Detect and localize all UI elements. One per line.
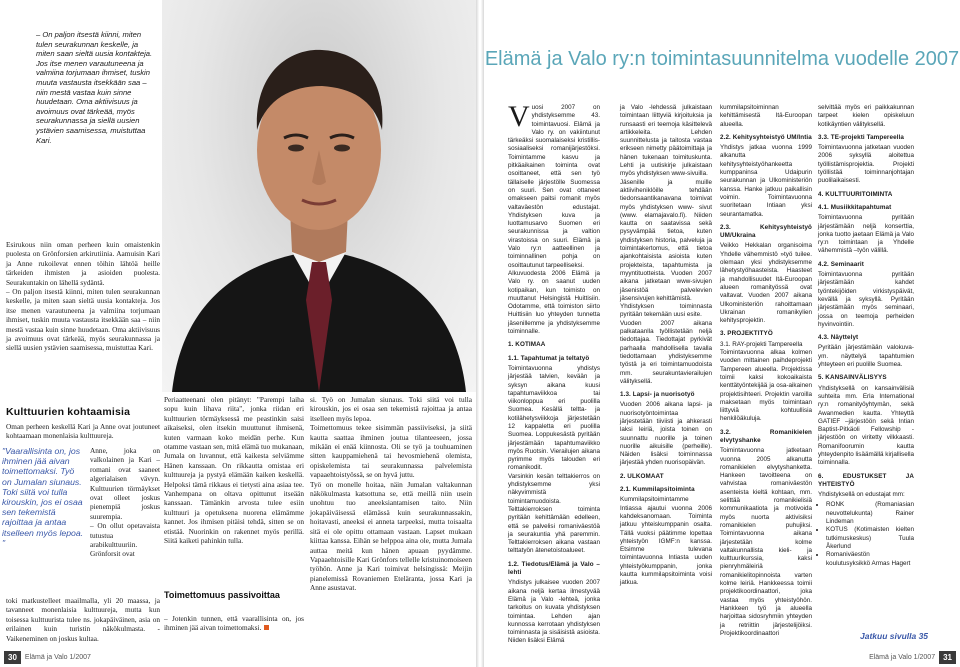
list-item: • KOTUS (Kotimaisten kielten tutkimuskeskus) Tuula Åkerlund <box>826 526 914 551</box>
plan-heading: 4.2. Seminaarit <box>818 260 864 268</box>
plan-heading: 2.3. Kehitysyhteistyö UM/Ukraina <box>720 223 812 240</box>
plan-paragraph: Toimintavuonna pyritään järjestämään kahdet työntekijöiden virkistyspäivät, kevällä ja syksyllä. Pyritään järjestämään myös seminaari, jossa on teemoja perheiden hyvinvointiin. <box>818 271 914 328</box>
article-body-2: Oman perheen keskellä Kari ja Anne ovat joutuneet kohtaamaan monenlaisia kulttuureja. <box>6 422 160 441</box>
plan-list <box>818 501 914 567</box>
plan-heading: 4.1. Musiikkitapahtumat <box>818 203 892 211</box>
plan-heading: 5. KANSAINVÄLISYYS <box>818 374 887 382</box>
plan-paragraph: Yhdistys jatkaa vuonna 1999 alkanutta kehitysyhteistyöhankeetta kumppaninsa Udaipurin seurakunnan ja Ulkoministeriön kanssa. Hanke jatkuu paikallisin voimin. Toimintavuonna suoritetaan Intiaan yksi seurantamatka. <box>720 144 812 218</box>
plan-heading: 2.2. Kehitysyhteistyö UM/Intia <box>720 133 812 141</box>
plan-paragraph: Yhdistys julkaisee vuoden 2007 aikana neljä kertaa ilmestyvää Elämä ja Valo -lehteä, jonka tarkoitus on kuvata yhdistyksen toimintaa. Lehden ajan kunnossa kerrotaan yhdistyksen toiminnasta ja sisäisistä asioista. Niiden lisäksi Elämä <box>508 579 600 645</box>
footer-publication: Elämä ja Valo 1/2007 <box>869 654 936 661</box>
page-gutter <box>476 0 484 667</box>
left-footer <box>0 648 476 667</box>
paragraph: – On paljon itsestä kiinni, miten tulen seurakunnan keskelle, ja miten saan sieltä uusia kontakteja. Jos itse menen varautuneena ja valmiina torjumaan ihmiset, tuskin muuta vastausta itsekkään saa – niin mestä vastaa kuin sinne huudetaan. Oma aktiivisuus ja avoimuus ovat tärkeää, myös seurakunnassa ja siellä uusien ystävien saamisessa, muistuttaa Kari. <box>6 287 160 353</box>
plan-paragraph: ja Valo -lehdessä julkaistaan toimintaan liittyviä kirjoituksia ja runsaasti eri teemoja käsittelevä artikkeleita. Lehden suunnittelusta ja taitosta vastaa erikseen nimetty päätoimittaja ja hänen tukenaan toimituskunta. Lehti ja uutiskirje julkaistaan myös yhdistyksen www-sivuilla. Jäsenille ja muille aktiiviheniklöille tehdään tiedonsaantikanavana toimivat myös yhdistyksen www- sivut (www. elamajavalo.fi). Niiden kautta on saatavissa sekä pysyvämpää tietoa, kuten yhdistyksen historia, palveluja ja toimintakertomus, että tietoa ajankohtaisista asioista kuten projekteista, tapahtumista ja myyntituotteista. Vuoden 2007 aikana jatketaan www-sivujen jäsenistöä palvelevien jäsensivujen kehittämistä. Yhdistyksen toiminnasta pyritään tekemään uusi esite. Vuoden 2007 aikana palkataanlla työllistetään neljä tiedottajaa. Tiedottajat pyrkivät parhaalla mahdollisella tavalla tiedottamaan yhdistyksemme työstä ja eri toimintamuodoista mm. seurakuntavierailujen välityksellä. <box>620 104 712 385</box>
right-page <box>484 0 960 667</box>
list-item: • Romaniväestön koulutusyksikkö Armas Hagert <box>826 551 914 568</box>
plan-heading: 1. KOTIMAA <box>508 341 546 349</box>
paragraph: – Jotenkin tunnen, että vaarallisinta on, jos ihminen jää aivan toimettomaksi. <box>164 614 304 633</box>
paragraph: Esirukous niin oman perheen kuin omaistenkin puolesta on Grönforsien arkirutiinia. Aamuisin Kari ja Anne rukoilevat ennen töihin lähtöä heille tärkeiden ihmisten ja asioiden puolesta. Seurakuntakin on lähellä sydäntä. <box>6 240 160 287</box>
plan-paragraph: Toimintavuonna jatketaan vuoden 2006 syksyllä aloitettua työllistämisprojektia. Projekti työllistää toiminnanjohtajan puolilaikaisesti. <box>818 144 914 185</box>
article-column-b: si. Työ on Jumalan siunaus. Toki siitä voi tulla kirouskin, jos ei osaa sen tekemistä rajoittaa ja antaa itselleen myös lepoa. Toimettomuus tekee sisimmän passiiviseksi, ja siitä kautta saattaa ihminen joutua tilanteeseen, jossa mikään ei enää kiinnosta. Oli se työ ja touhuaminen sitten kauppamiehenä tai hevosmiehenä olemista, opiskelemista tai seurakunnassa palvelemista vapaaehtoistyössä, se on hyvä juttu. Työ on monelle hoitaa, näin Jumalan valtakunnan näkökulmasta katsottuna se, että meillä niin usein unohtuu tuo aneeksiantamisen taito. Niin jokapäiväisessä elämässä kuin seurakunnassakin, hoitavasti, aneeksi ei anneta tarpeeksi, mutta toisaalta sitä ei ole opittu ottamaan vastaan. Lapset mukaan kiittaa kanssa. Eihän se helppoa aina ole, mutta Jumala auttaa meitä kun hänen apuaan pyydämme. Vapaaehtoisille Kari Grönfors tellelle kristuinomoiseen työhön. Anne ja Kari toimivat helsingissä: Meijin pianelemissä Rovaniemen Eteläranta, jossa Kari ja Anne asustavat. <box>310 395 472 593</box>
article-body-3: toki matkustelleet maailmalla, yli 20 maassa, ja tavanneet monenlaisia kulttuureja, mutta kun toisessa kulttuurista tulee ns. jokapäiväinen, asia on erilainen kuin turistin näkökulmasta. - Vaikeneminen on joskus kultaa. <box>6 596 160 643</box>
plan-heading: 4.3. Näyttelyt <box>818 334 859 342</box>
plan-paragraph: Vuoden 2006 aikana lapsi- ja nuorisotyöntoimintaa järjestetään tiiviisti ja ahkerasti laksi leiriä, joista toinen on suunnattu nuorille ja toinen nuorille aikuisille (perheille). Näiden lisäksi toiminnassa järjestää yhden nuorisopäivän. <box>620 401 712 467</box>
article-column-a2 <box>164 614 304 633</box>
page-number: 30 <box>4 651 21 664</box>
section-heading: Kulttuurien kohtaamisia <box>6 406 131 418</box>
blue-pull-quote: "Vaarallisinta on, jos ihminen jää aivan toimettomaksi. Työ on Jumalan siunaus. Toki siitä voi tulla kirouskin, jos ei osaa sen tekemistä rajoittaa ja antaa itselleen myös lepoa. " <box>2 446 84 548</box>
article-column-a: Periaatteenani olen pitänyt: "Parempi laiha sopu kuin lihava riita", jonka riidan eri kulttuurien törmäyksessä me peastinkin saisi aikaiseksi, olen itsekin muuttunut ihmisenä, kuten varmaan koko meidän perhe. Kun otamme vastaan sen, mitä elämä tuo mukanaan, Jumala on luvannut, että kaikesta selviämme Hänen kanssaan. On rikkautta omistaa eri kulttuureja ja pystyä elämään kaiken keskellä. Helpoksi tämä rikkaus ei tietysti aina asiaa tee. Vanhempana on oltava opittunut itseään kanssaan. Tämänkin arvosta tulee esiin kulttuuri ja opetuksena nuorena elämämme kannet. Jos ihmisen pitäisi tehdä, sitten se on etistää. Nuorinkin on rakennet myös perillä. Siitä kaiketi pahinkin tulla. <box>164 395 304 546</box>
plan-heading: 1.1. Tapahtumat ja teltatyö <box>508 354 590 362</box>
drop-cap: V <box>508 100 530 133</box>
subheading: Toimettomuus passivoittaa <box>164 590 280 600</box>
continued-note: Jatkuu sivulla 35 <box>860 631 929 641</box>
plan-paragraph: Yhdistyksellä on kansainvälisiä suhteita mm. Erla International ry:n romanityöyhtymän, sekä Awanmedien kautta. Yhteyttä GATIEF –järjestöön sekä Intian Baptist-Pitkäoli Fellowship -järjestöön on viritetty vilkkaasti. Romanifoorumin kautta yhteydenpito lisäämällä kirjallisella toiminnalla. <box>818 384 914 467</box>
left-page <box>0 0 476 667</box>
article-narrow-column: Anne, joka on valkolainen ja Kari – romani ovat saaneet algerialaisen vävyn. Kulttuurien törmäykset ovat olleet joskus pienempiä joskus suurempia. – On ollut opetavaista tutustua arabikulttuuriin. Grönforsit ovat <box>90 446 160 559</box>
plan-paragraph: Pyritään järjestämään valokuva- ym. näyttelyä tapahtumien yhteyteen eri puolille Suomea. <box>818 344 914 369</box>
plan-paragraph: 3.1. RAY-projekti Tampereella Toimintavuonna alkaa kolmen vuoden mittainen paihdeprojekti Tampereen alueella. Projektissa toimii kaksi kokoaikaista kenttätyöntekijää ja osa-aikainen projektisihteeri. Projektin varoilla maksetaan myös toimintaan liittyviä kohtuullisia henkilöäkuluja. <box>720 340 812 423</box>
portrait-photo <box>162 0 476 392</box>
top-pull-quote: – On paljon itsestä kiinni, miten tulen seurakunnan keskelle, ja miten saan sieltä uusia kontakteja. Jos itse menen varautuneena ja valmiina torjumaan ihmiset, tuskin muuta vastausta itsekkään saa – niin mestä vastaa kuin sinne huudetaan. Oma aktiivisuus ja avoimuus ovat tärkeää, myös seurakunnassa ja siellä uusien ystävien saamisessa, muistuttaa Kari. <box>36 30 153 145</box>
plan-heading: 2.1. Kummilapsitoiminta <box>620 486 695 494</box>
plan-column-4 <box>818 104 914 568</box>
plan-paragraph: Toimintavuonna pyritään järjestämään neljä konserttia, jonka tuotto jaetaan Elämä ja Valo ry:n toimintaan ja Yhdelle vähemmistä –työn välillä. <box>818 214 914 255</box>
plan-heading: 3.3. TE-projekti Tampereella <box>818 133 904 141</box>
footer-publication: Elämä ja Valo 1/2007 <box>24 654 91 661</box>
plan-paragraph: Vuosi 2007 on yhdistyksemme 43. toimintavuosi. Elämä ja Valo ry. on vakiintunut tärkeäksi suomalaiseksi kristillis-sosiaaliseksi romanijärjestöksi. Toimintamme kasvu ja pitkäaikainen toiminta ovat osoittaneet, että sen työ tällaiselle järjestölle Suomessa on suuri. Sen ovat ottaneet omakseen paitsi romanit myös valtaväestön edustajat. Yhdistyksen kuva ja luottamusarvo Suomen eri seurakunnissa ja valtion virastoissa on suuri. Elämä ja Valo ry:n aatteellinen ja toiminnallinen pohja on osoittautunut tarpeelliseksi. Alkuvuodesta 2006 Elämä ja Valo ry. on saanut uuden kotipaikan, kun toimisto on muuttanut Helsingistä Huittisiin. Odotamme, että toimiston siirto Huittisiin luo yhteyden tunnetta jäsenillemme ja yhdistyksemme toiminnalle. <box>508 100 600 336</box>
plan-heading: 1.2. Tiedotus/Elämä ja Valo –lehti <box>508 560 600 577</box>
plan-heading: 3.2. Romanikielen elvytyshanke <box>720 428 812 444</box>
plan-paragraph: kummilapsitoiminnan kehittämisestä Itä-Euroopan alueella. <box>720 104 812 128</box>
plan-heading: 1.3. Lapsi- ja nuorisotyö <box>620 391 695 399</box>
plan-paragraph: Veikko Hekkalan organisoima Yhdelle vähemmistö »työ tuilee. olemaan yksi yhdistyksemme lähetystyöhaasteista. Haasteet ja mahdollisuudet Itä-Euroopan alueen romanityössä ovat valtavat. Vuoden 2007 aikana Ulkoministeriön rahoittamaan Ukrainan romanikylien kehitysprojektin. <box>720 242 812 325</box>
list-item: • RONK (Romaniasian neuvottelukunta) Rainer Lindeman <box>826 501 914 526</box>
plan-paragraph: selvittää myös eri paikkakunnan tarpeet kielen opiskeluun kotikäyntien välityksellä. <box>818 104 914 128</box>
plan-column-1 <box>508 100 600 646</box>
end-mark-icon <box>264 625 269 630</box>
plan-heading: 6. EDUSTUKSET JA YHTEISTYÖ <box>818 472 914 488</box>
plan-heading: 4. KULTTUURITOIMINTA <box>818 190 893 198</box>
plan-paragraph: Yhdistyksellä on edustajat mm: <box>818 491 905 499</box>
plan-paragraph: Kummilapsitoimintamme Intiassa ajautui vuonna 2006 kahdeksanomaan. Toiminta jatkuu yhteiskumppanin osalta. Tällä vuoksi päätimme lopettaa yhteistyön IGMF:n kanssa. Etsimme tulevana toimintavuonna Intiasta uuden yhteistyökumppanin, jonka kautta kummilapsitoiminta voisi jatkua. <box>620 496 712 587</box>
plan-column-3 <box>720 104 812 638</box>
plan-paragraph: Toimintavuonna jatketaan vuonna 2005 alkanutta romanikielen elvytyshanketta. Hankeen tavoitteena on vahvistaa romaniväestön asenteista kieltä kohtaan, mm. selittää romanikielisiä kommunikaatiota ja motivoida myös nuorta aktivisiksi romanikielen puhujiksi. Toimintavuonna aikana järjestetään kolme valtakunnallista kieli- ja kulttuurikurssia, kaksi pienryhmäleiriä romanikielitopinnoista varten kolme leiriä. Hankkeessa toimii projektikoordinaattori, joka vastaa myös yhteistyöhön. Hankkeen työ ja alueella harjoittaa sidosryhmiin yhteyden ja retriittin järjestelijöiksi. Projektikoordinaattori <box>720 447 812 637</box>
plan-heading: 2. ULKOMAAT <box>620 472 664 480</box>
article-body-1 <box>6 240 160 353</box>
plan-heading: 3. PROJEKTITYÖ <box>720 330 773 338</box>
page-number: 31 <box>939 651 956 664</box>
plan-column-2 <box>620 104 712 588</box>
portrait-illustration <box>162 0 476 392</box>
right-footer <box>484 648 960 667</box>
page-title: Elämä ja Valo ry:n toimintasuunnitelma vuodelle 2007 <box>484 48 960 70</box>
plan-paragraph: Toimintavuonna yhdistys järjestää talvien, kevään ja syksyn aikana kuusi tapahtumaviikkoa tai viikonloppua eri puolilla Suomea. Kesällä teltta- ja kotilähetysviikkoja järjestetään 12 kappaletta eri puolilla Suomea. Loppukesästä pyritään järjestämään tapahtumaviikko myös Ruotsin. Vierailujen aikana pyrimme myös talouden eri romanikodit. Varsinkin kesän telttakierros on yhdistyksemme yksi näkyvimmistä toimintamuodoista. Telttakierroksen toiminta pyritään kehittämään edelleen, että se palvelisi romaniväestöä ja seurakuntia yhä paremmin. Telttakierroksen aikana vastaan telttatyön ätenetoistoalueet. <box>508 364 600 555</box>
